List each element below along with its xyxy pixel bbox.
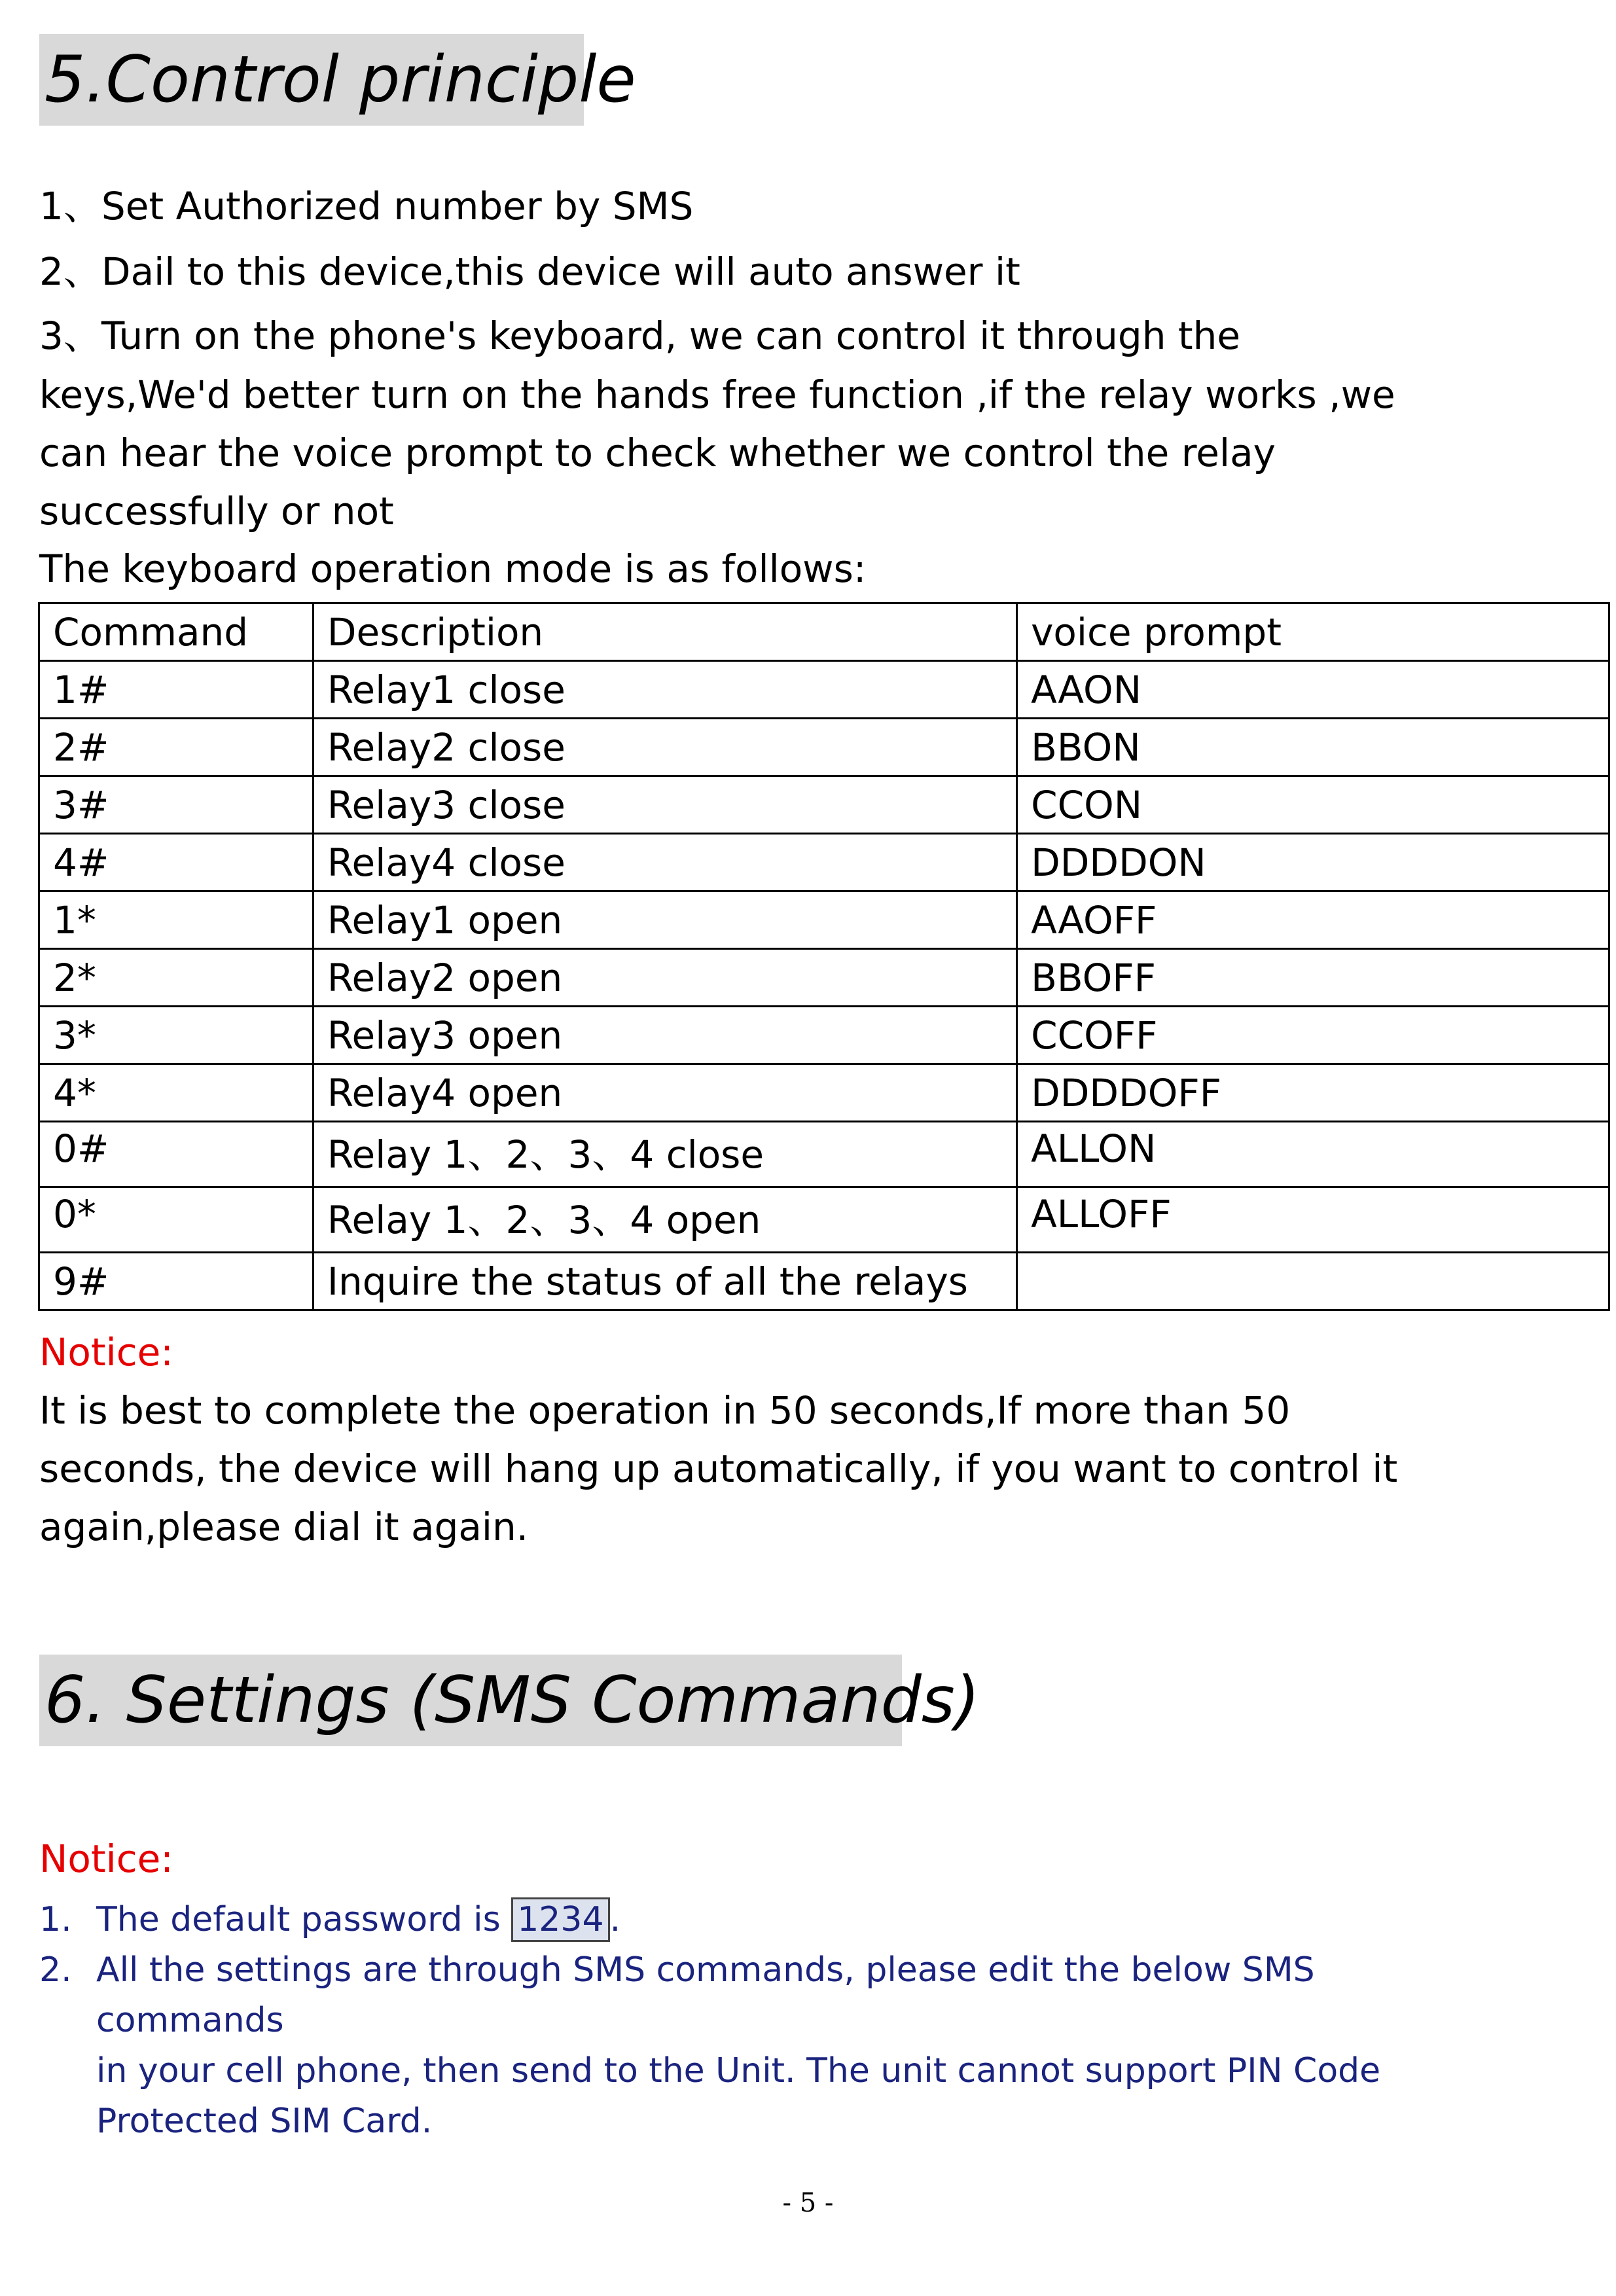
voice-prompt-cell: ALLON [1017, 1122, 1609, 1187]
notice-label: Notice: [39, 1330, 173, 1374]
description-cell: Relay2 open [313, 949, 1016, 1007]
settings-notice-list [39, 1895, 1479, 2147]
table-row [39, 1064, 1609, 1122]
voice-prompt-cell: BBOFF [1017, 949, 1609, 1007]
list-item-line: in your cell phone, then send to the Unit. The unit cannot support PIN Code [96, 2051, 1381, 2090]
command-cell: 4# [39, 834, 314, 891]
description-cell: Relay2 close [313, 719, 1016, 776]
column-header: Description [313, 603, 1016, 661]
command-cell: 1* [39, 891, 314, 949]
keyboard-intro: The keyboard operation mode is as follows: [39, 547, 867, 591]
list-number: 1. [39, 1900, 72, 1939]
password-period: . [609, 1900, 621, 1939]
description-cell: Relay 1、2、3、4 open [313, 1187, 1016, 1253]
notice-text: again,please dial it again. [39, 1505, 529, 1549]
description-cell: Relay1 close [313, 661, 1016, 719]
description-cell: Relay1 open [313, 891, 1016, 949]
table-row [39, 661, 1609, 719]
description-cell: Relay 1、2、3、4 close [313, 1122, 1016, 1187]
table-header-row [39, 603, 1609, 661]
column-header: voice prompt [1017, 603, 1609, 661]
table-row [39, 1187, 1609, 1253]
settings-notice-label: Notice: [39, 1837, 173, 1881]
step-2: 2、Dail to this device,this device will auto answer it [39, 249, 1020, 294]
command-cell: 3# [39, 776, 314, 834]
notice-text: seconds, the device will hang up automatically, if you want to control it [39, 1446, 1398, 1491]
list-number: 2. [39, 1950, 72, 1990]
keyboard-command-table [38, 602, 1610, 1311]
list-item [39, 1895, 1479, 1945]
description-cell: Relay4 close [313, 834, 1016, 891]
description-cell: Relay4 open [313, 1064, 1016, 1122]
step-3: 3、Turn on the phone's keyboard, we can control it through the [39, 314, 1241, 358]
column-header: Command [39, 603, 314, 661]
voice-prompt-cell: ALLOFF [1017, 1187, 1609, 1253]
table-row [39, 1007, 1609, 1064]
table-row [39, 1253, 1609, 1310]
section-6-title: 6. Settings (SMS Commands) [39, 1655, 902, 1746]
step-3-continued: keys,We'd better turn on the hands free function ,if the relay works ,we [39, 372, 1395, 417]
step-1: 1、Set Authorized number by SMS [39, 184, 694, 228]
command-cell: 2# [39, 719, 314, 776]
command-cell: 3* [39, 1007, 314, 1064]
voice-prompt-cell: AAON [1017, 661, 1609, 719]
table-row [39, 719, 1609, 776]
voice-prompt-cell: CCOFF [1017, 1007, 1609, 1064]
command-cell: 9# [39, 1253, 314, 1310]
voice-prompt-cell: DDDDON [1017, 834, 1609, 891]
page-number: - 5 - [782, 2188, 834, 2218]
command-cell: 1# [39, 661, 314, 719]
table-row [39, 891, 1609, 949]
table-row [39, 776, 1609, 834]
list-item-line: All the settings are through SMS commands, please edit the below SMS commands [96, 1950, 1315, 2040]
table-row [39, 834, 1609, 891]
voice-prompt-cell: BBON [1017, 719, 1609, 776]
command-cell: 0* [39, 1187, 314, 1253]
notice-text: It is best to complete the operation in 50 seconds,If more than 50 [39, 1388, 1291, 1433]
step-3-continued: can hear the voice prompt to check whether we control the relay [39, 431, 1276, 475]
description-cell: Relay3 open [313, 1007, 1016, 1064]
section-5-title: 5.Control principle [39, 34, 584, 126]
command-cell: 2* [39, 949, 314, 1007]
step-3-continued: successfully or not [39, 489, 394, 533]
description-cell: Relay3 close [313, 776, 1016, 834]
list-item-line: Protected SIM Card. [96, 2102, 433, 2141]
table-row [39, 1122, 1609, 1187]
command-cell: 0# [39, 1122, 314, 1187]
voice-prompt-cell: CCON [1017, 776, 1609, 834]
voice-prompt-cell: AAOFF [1017, 891, 1609, 949]
voice-prompt-cell: DDDDOFF [1017, 1064, 1609, 1122]
description-cell: Inquire the status of all the relays [313, 1253, 1016, 1310]
list-item [39, 1945, 1479, 2147]
voice-prompt-cell [1017, 1253, 1609, 1310]
table-row [39, 949, 1609, 1007]
command-cell: 4* [39, 1064, 314, 1122]
password-text: The default password is [96, 1900, 512, 1939]
default-password-field: 1234 [511, 1897, 609, 1942]
